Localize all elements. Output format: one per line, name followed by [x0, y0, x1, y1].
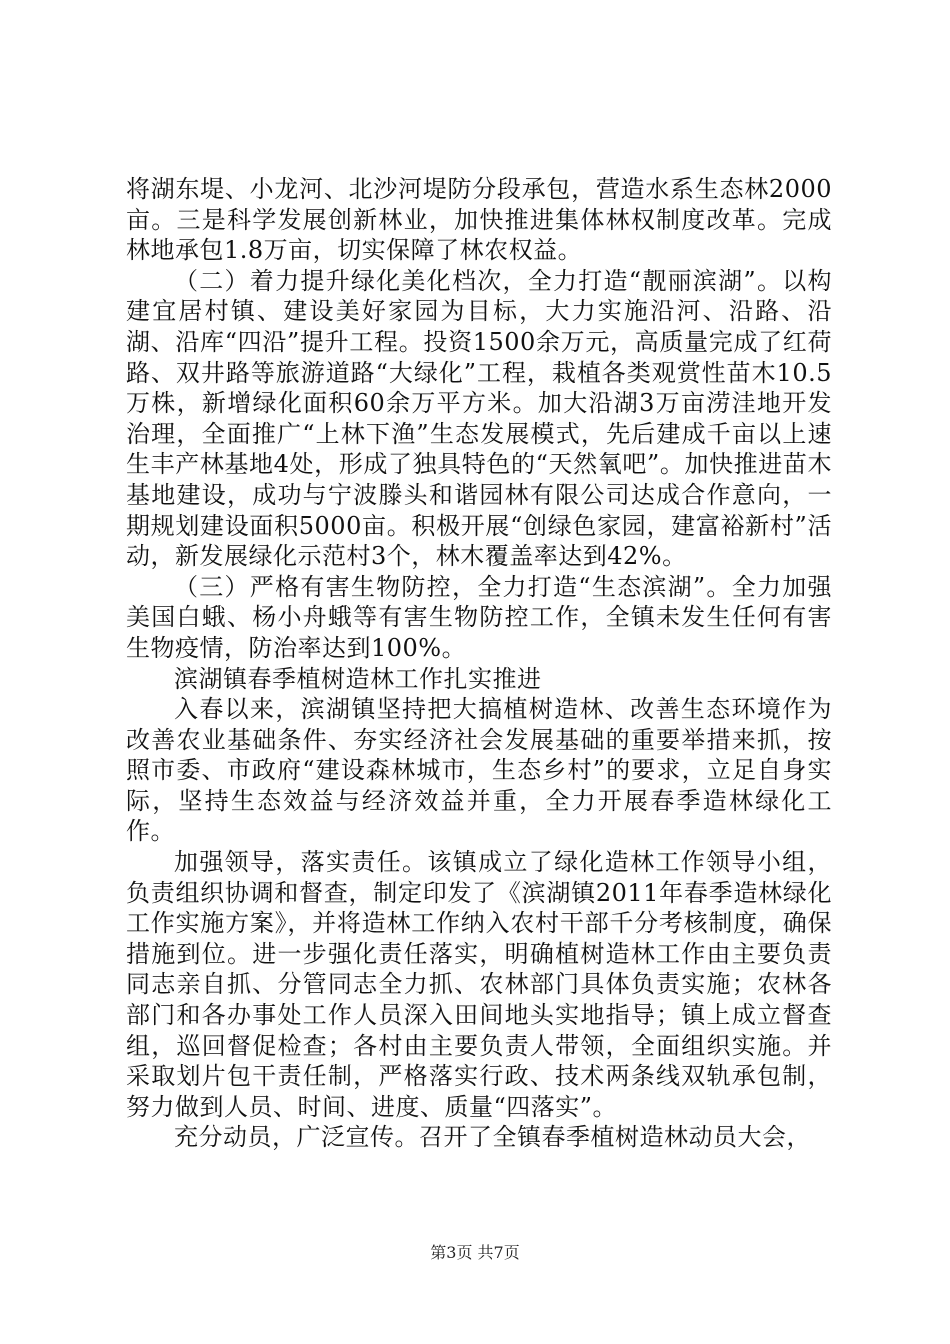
paragraph-continuation: 将湖东堤、小龙河、北沙河堤防分段承包，营造水系生态林2000亩。三是科学发展创新林业，加快推进集体林权制度改革。完成林地承包1.8万亩，切实保障了林农权益。 — [126, 175, 832, 265]
paragraph-mobilization: 充分动员，广泛宣传。召开了全镇春季植树造林动员大会， — [174, 1123, 811, 1152]
paragraph-leadership: 加强领导，落实责任。该镇成立了绿化造林工作领导小组，负责组织协调和督查，制定印发了《滨湖镇2011年春季造林绿化工作实施方案》，并将造林工作纳入农村干部千分考核制度，确保措施到位。进一步强化责任落实，明确植树造林工作由主要负责同志亲自抓、分管同志全力抓、农林部门具体负责实施；农林各部门和各办事处工作人员深入田间地头实地指导；镇上成立督查组，巡回督促检查；各村由主要负责人带领，全面组织实施。并采取划片包干责任制，严格落实行政、技术两条线双轨承包制，努力做到人员、时间、进度、质量“四落实”。 — [126, 848, 832, 1121]
paragraph-section-three: （三）严格有害生物防控，全力打造“生态滨湖”。全力加强美国白蛾、杨小舟蛾等有害生物防控工作，全镇未发生任何有害生物疫情，防治率达到100%。 — [126, 572, 832, 662]
article-title: 滨湖镇春季植树造林工作扎实推进 — [174, 664, 542, 693]
paragraph-section-two: （二）着力提升绿化美化档次，全力打造“靓丽滨湖”。以构建宜居村镇、建设美好家园为目标，大力实施沿河、沿路、沿湖、沿库“四沿”提升工程。投资1500余万元，高质量完成了红荷路、双井路等旅游道路“大绿化”工程，栽植各类观赏性苗木10.5万株，新增绿化面积60余万平方米。加大沿湖3万亩涝洼地开发治理，全面推广“上林下渔”生态发展模式，先后建成千亩以上速生丰产林基地4处，形成了独具特色的“天然氧吧”。加快推进苗木基地建设，成功与宁波滕头和谐园林有限公司达成合作意向，一期规划建设面积5000亩。积极开展“创绿色家园，建富裕新村”活动，新发展绿化示范村3个，林木覆盖率达到42%。 — [126, 266, 832, 571]
paragraph-intro: 入春以来，滨湖镇坚持把大搞植树造林、改善生态环境作为改善农业基础条件、夯实经济社会发展基础的重要举措来抓，按照市委、市政府“建设森林城市，生态乡村”的要求，立足自身实际，坚持生态效益与经济效益并重，全力开展春季造林绿化工作。 — [126, 695, 832, 846]
page-footer: 第3页 共7页 — [430, 1243, 520, 1262]
document-body — [126, 174, 832, 1153]
